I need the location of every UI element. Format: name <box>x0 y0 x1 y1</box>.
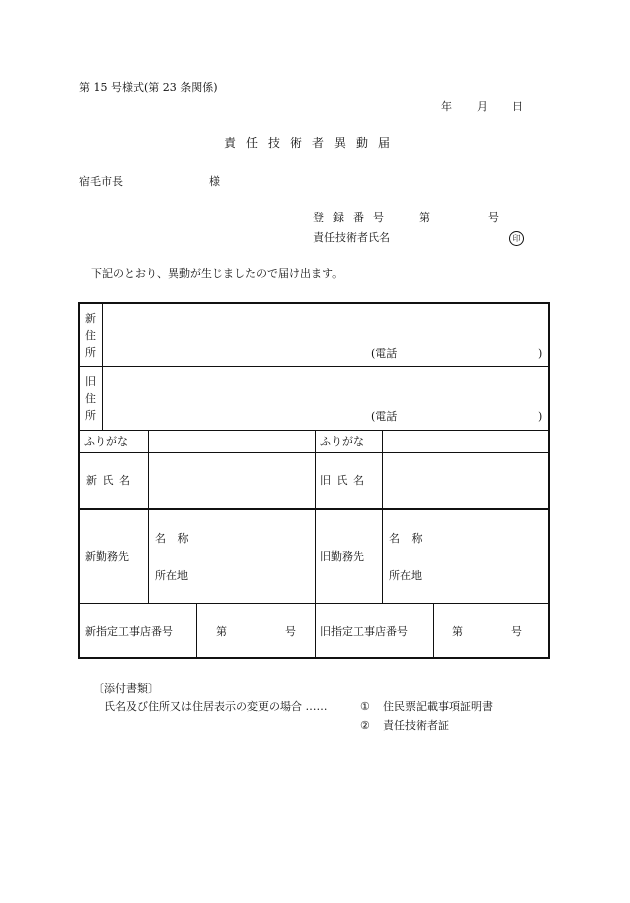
date-year-label: 年 <box>441 100 452 113</box>
row-divider <box>79 366 550 367</box>
new-contractor-number-prefix: 第 <box>216 625 227 638</box>
date-month-label: 月 <box>477 100 488 113</box>
label-char: 所 <box>85 346 96 359</box>
registration-number-prefix: 第 <box>419 211 430 224</box>
old-address-phone-label: (電話 <box>371 410 398 423</box>
attachment-2-marker: ② <box>360 719 370 732</box>
form-number: 第 15 号様式(第 23 条関係) <box>79 81 218 94</box>
old-contractor-number-suffix: 号 <box>511 625 522 638</box>
registration-number-suffix: 号 <box>488 211 499 224</box>
label-char: 新 <box>85 312 96 325</box>
new-address-phone-label: (電話 <box>371 347 398 360</box>
old-furigana-label: ふりがな <box>320 435 364 448</box>
col-divider <box>382 431 383 603</box>
intro-text: 下記のとおり、異動が生じましたので届け出ます。 <box>91 267 344 280</box>
col-divider <box>315 431 316 658</box>
new-workplace-label: 新勤務先 <box>85 550 129 563</box>
col-divider <box>102 303 103 430</box>
recipient-honorific: 様 <box>209 175 220 188</box>
date-day-label: 日 <box>512 100 523 113</box>
col-divider <box>148 431 149 603</box>
attachments-heading: 〔添付書類〕 <box>93 682 159 695</box>
new-contractor-number-label: 新指定工事店番号 <box>85 625 173 638</box>
label-char: 住 <box>85 329 96 342</box>
label-char: 旧 <box>85 375 96 388</box>
page-title: 責任技術者異動届 <box>224 136 401 150</box>
old-workplace-name-label: 名 称 <box>389 532 427 545</box>
label-char: 住 <box>85 392 96 405</box>
new-furigana-label: ふりがな <box>84 435 128 448</box>
label-char: 所 <box>85 409 96 422</box>
col-divider <box>433 604 434 658</box>
new-address-phone-close: ) <box>538 347 543 360</box>
old-name-label: 旧 氏 名 <box>320 474 365 487</box>
attachment-1: 住民票記載事項証明書 <box>383 700 493 713</box>
new-name-label: 新 氏 名 <box>86 474 131 487</box>
recipient-name: 宿毛市長 <box>79 175 123 188</box>
attachments-condition: 氏名及び住所又は住居表示の変更の場合 …… <box>104 700 328 713</box>
registration-number-label: 登録番号 <box>313 211 393 224</box>
old-workplace-label: 旧勤務先 <box>320 550 364 563</box>
new-workplace-location-label: 所在地 <box>155 569 188 582</box>
new-contractor-number-suffix: 号 <box>285 625 296 638</box>
old-contractor-number-label: 旧指定工事店番号 <box>320 625 408 638</box>
attachment-2: 責任技術者証 <box>383 719 449 732</box>
attachment-1-marker: ① <box>360 700 370 713</box>
col-divider <box>196 604 197 658</box>
seal-icon: 印 <box>509 231 524 246</box>
seal-mark <box>509 231 524 246</box>
old-address-phone-close: ) <box>538 410 543 423</box>
new-workplace-name-label: 名 称 <box>155 532 193 545</box>
old-contractor-number-prefix: 第 <box>452 625 463 638</box>
technician-name-label: 責任技術者氏名 <box>313 231 390 244</box>
old-workplace-location-label: 所在地 <box>389 569 422 582</box>
